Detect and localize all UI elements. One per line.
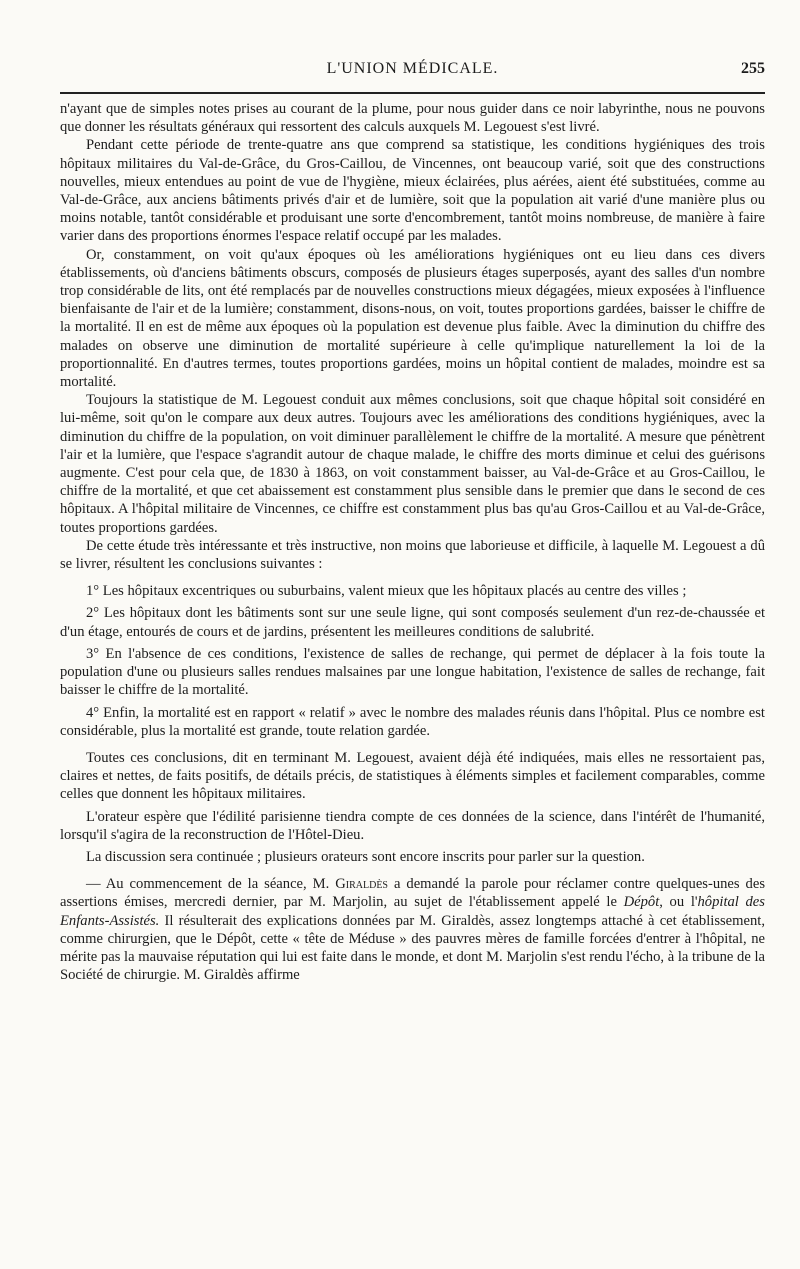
italic-term: Dépôt [623,894,660,911]
text-run: Il résulterait des explications données par M. Giraldès, assez longtemps attaché à cet établissement, comme chirurgien, que le Dépôt, cette « tête de Méduse » des pauvres mères de famille forcées d'entrer à l'hôpital, ne mérite pas la mauvaise réputation qui lui est faite dans le monde, et dont M. Marjolin s'est rendu l'écho, à la tribune de la Société de chirurgie. M. Giraldès affirme [60,912,765,984]
paragraph: Or, constamment, on voit qu'aux époques où les améliorations hygiéniques ont eu lieu dans ces divers établissements, où d'anciens bâtiments obscurs, composés de plusieurs étages superposés, ayant des salles d'un nombre trop considérable de lits, ont été remplacés par de nouvelles constructions mieux dégagées, mieux exposées à l'influence bienfaisante de l'air et de la lumière; constamment, disons-nous, on voit, toutes proportions gardées, baisser le chiffre de la mortalité. Il en est de même aux époques où la population est devenue plus faible. Avec la diminution du chiffre des malades on observe une diminution de mortalité supérieure à celle qu'implique naturellement la loi de la proportionnalité. En d'autres termes, toutes proportions gardées, moins un hôpital contient de malades, moindre est sa mortalité. [60,246,765,391]
paragraph: De cette étude très intéressante et très instructive, non moins que laborieuse et difficile, à laquelle M. Legouest a dû se livrer, résultent les conclusions suivantes : [60,537,765,573]
conclusion-item: 1° Les hôpitaux excentriques ou suburbains, valent mieux que les hôpitaux placés au centre des villes ; [86,583,687,600]
text-run: — Au commencement de la séance, M. [86,876,336,893]
paragraph: Toutes ces conclusions, dit en terminant M. Legouest, avaient déjà été indiquées, mais elles ne ressortaient pas, claires et nettes, de faits positifs, de détails précis, de statistiques à éléments simples et facilement comparables, comme celles que donnent les hôpitaux militaires. [60,749,765,803]
italic-term: hôpital des Enfants-Assistés. [60,894,765,929]
paragraph: La discussion sera continuée ; plusieurs orateurs sont encore inscrits pour parler sur la question. [86,848,645,865]
paragraph-continuation: n'ayant que de simples notes prises au courant de la plume, pour nous guider dans ce noir labyrinthe, nous ne pouvons que donner les résultats généraux qui ressortent des calculs auxquels M. Legouest s'est livré. [60,101,765,136]
paragraph: Pendant cette période de trente-quatre ans que comprend sa statistique, les conditions hygiéniques des trois hôpitaux militaires du Val-de-Grâce, du Gros-Caillou, de Vincennes, ont beaucoup varié, soit que des constructions nouvelles, mieux entendues au point de vue de l'hygiène, mieux éclairées, plus aérées, aient été substituées, comme au Val-de-Grâce, aux anciens bâtiments privés d'air et de lumière, soit que la population ait varié d'une manière plus ou moins notable, tantôt considérable et produisant une sorte d'encombrement, tantôt moins nombreuse, de manière à faire varier dans des proportions énormes l'espace relatif occupé par les malades. [60,137,765,245]
journal-title: L'UNION MÉDICALE. [326,60,499,77]
paragraph: L'orateur espère que l'édilité parisienne tiendra compte de ces données de la science, dans l'intérêt de l'humanité, lorsqu'il s'agira de la reconstruction de l'Hôtel-Dieu. [60,808,765,843]
paragraph-seance [60,875,765,984]
page-number: 255 [741,60,765,77]
person-name: Giraldès [335,876,388,893]
conclusion-item: 3° En l'absence de ces conditions, l'existence de salles de rechange, qui permet de déplacer à la fois toute la population d'une ou plusieurs salles rendues malsaines par une longue habitation, l'existence de salles de rechange, fait baisser le chiffre de la mortalité. [60,645,765,699]
text-run: , ou l' [659,894,698,911]
text-run: a demandé la parole pour réclamer contre quelques-unes des assertions émises, mercredi dernier, par M. Marjolin, au sujet de l'établissement appelé le [60,876,766,911]
article-body [60,100,765,984]
conclusion-item: 4° Enfin, la mortalité est en rapport « relatif » avec le nombre des malades réunis dans l'hôpital. Plus ce nombre est considérable, plus la mortalité est grande, toute relation gardée. [60,704,765,739]
header-rule [60,92,765,94]
running-head [60,58,765,82]
paragraph: Toujours la statistique de M. Legouest conduit aux mêmes conclusions, soit que chaque hôpital soit considéré en lui-même, soit qu'on le compare aux deux autres. Toujours avec les améliorations des conditions hygiéniques, avec la diminution du chiffre de la population, on voit diminuer parallèlement le chiffre de la mortalité. A mesure que pénètrent l'air et la lumière, que l'espace s'agrandit autour de chaque malade, le chiffre des morts diminue et celui des guérisons augmente. C'est pour cela que, de 1830 à 1863, on voit constamment baisser, au Val-de-Grâce et au Gros-Caillou, le chiffre de la mortalité, et que cet abaissement est constamment plus sensible dans le premier que dans le second de ces hôpitaux. A l'hôpital militaire de Vincennes, ce chiffre est constamment plus bas qu'au Gros-Caillou et au Val-de-Grâce, toutes proportions gardées. [60,392,765,536]
conclusion-item: 2° Les hôpitaux dont les bâtiments sont sur une seule ligne, qui sont composés seulement d'un rez-de-chaussée et d'un étage, entourés de cours et de jardins, présentent les meilleures conditions de salubrité. [60,605,765,640]
